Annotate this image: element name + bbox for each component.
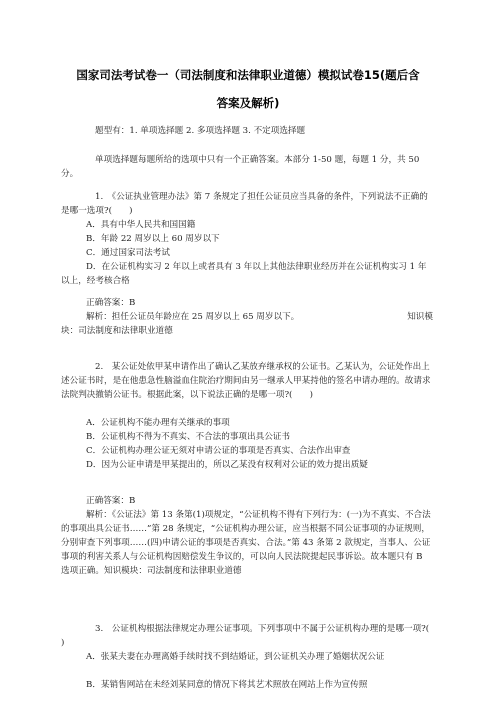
q2-option-a: A．公证机构不能办理有关继承的事项 xyxy=(86,418,230,428)
q2-analysis: 解析：《公证法》第 13 条第(1)项规定，“公证机构不得有下列行为：(一)为不真实、不合法的事项出具公证书……”第 28 条规定，“公证机构办理公证，应当根据不同公证事项的办证规则，分别审查下列事项……(四)申请公证的事项是否真实、合法。”第 43 条第 2 款规定，当事人、公证事项的利害关系人与公证机构因赔偿发生争议的，可以向人民法院提起民事诉讼。故本题只有 B 选项正确。知识模块：司法制度和法律职业道德 xyxy=(61,510,431,576)
q2-option-c: C．公证机构办理公证无须对申请公证的事项是否真实、合法作出审查 xyxy=(86,446,351,456)
q1-module-tag: 知识模 xyxy=(407,312,433,322)
q1-module: 块：司法制度和法律职业道德 xyxy=(61,326,173,336)
q3-option-b: B．某销售网站在未经刘某同意的情况下将其艺术照放在网站上作为宣传照 xyxy=(86,680,368,690)
q1-analysis-line xyxy=(61,310,433,324)
q2-option-d: D．因为公证申请是甲某提出的，所以乙某没有权利对公证的效力提出质疑 xyxy=(86,460,368,470)
question-types: 题型有：1. 单项选择题 2. 多项选择题 3. 不定项选择题 xyxy=(95,126,306,136)
q1-option-a: A．具有中华人民共和国国籍 xyxy=(86,220,196,230)
q2-answer: 正确答案：B xyxy=(86,496,136,506)
q1-stem: 1. 《公证执业管理办法》第 7 条规定了担任公证员应当具备的条件，下列说法不正确的是哪一选项?( ) xyxy=(61,192,428,216)
q1-option-d: D．在公证机构实习 2 年以上或者具有 3 年以上其他法律职业经历并在公证机构实习 1 年以上，经考核合格 xyxy=(61,262,427,286)
q2-stem: 2. 某公证处依甲某申请作出了确认乙某放弃继承权的公证书。乙某认为，公证处作出上述公证书时，是在他患急性脑溢血住院治疗期间由另一继承人甲某持他的签名申请办理的。故请求法院判决撤销公证书。根据此案，以下说法正确的是哪一项?( ) xyxy=(61,362,431,400)
q1-option-b: B．年龄 22 周岁以上 60 周岁以下 xyxy=(86,234,220,244)
document-title-line1: 国家司法考试卷一（司法制度和法律职业道德）模拟试卷15(题后含 xyxy=(76,68,420,82)
q2-option-b: B．公证机构不得为不真实、不合法的事项出具公证书 xyxy=(86,432,290,442)
document-title-line2: 答案及解析) xyxy=(216,96,280,110)
q3-stem: 3. 公证机构根据法律规定办理公证事项。下列事项中不属于公证机构办理的是哪一项?( ) xyxy=(61,624,447,648)
q3-option-a: A．张某夫妻在办理离婚手续时找不到结婚证，到公证机关办理了婚姻状况公证 xyxy=(86,652,385,662)
q1-analysis: 解析：担任公证员年龄应在 25 周岁以上 65 周岁以下。 xyxy=(86,312,300,322)
q1-answer: 正确答案：B xyxy=(86,298,136,308)
q1-option-c: C．通过国家司法考试 xyxy=(86,248,170,258)
section-intro: 单项选择题每题所给的选项中只有一个正确答案。本部分 1-50 题，每题 1 分，共 50 分。 xyxy=(61,155,420,179)
